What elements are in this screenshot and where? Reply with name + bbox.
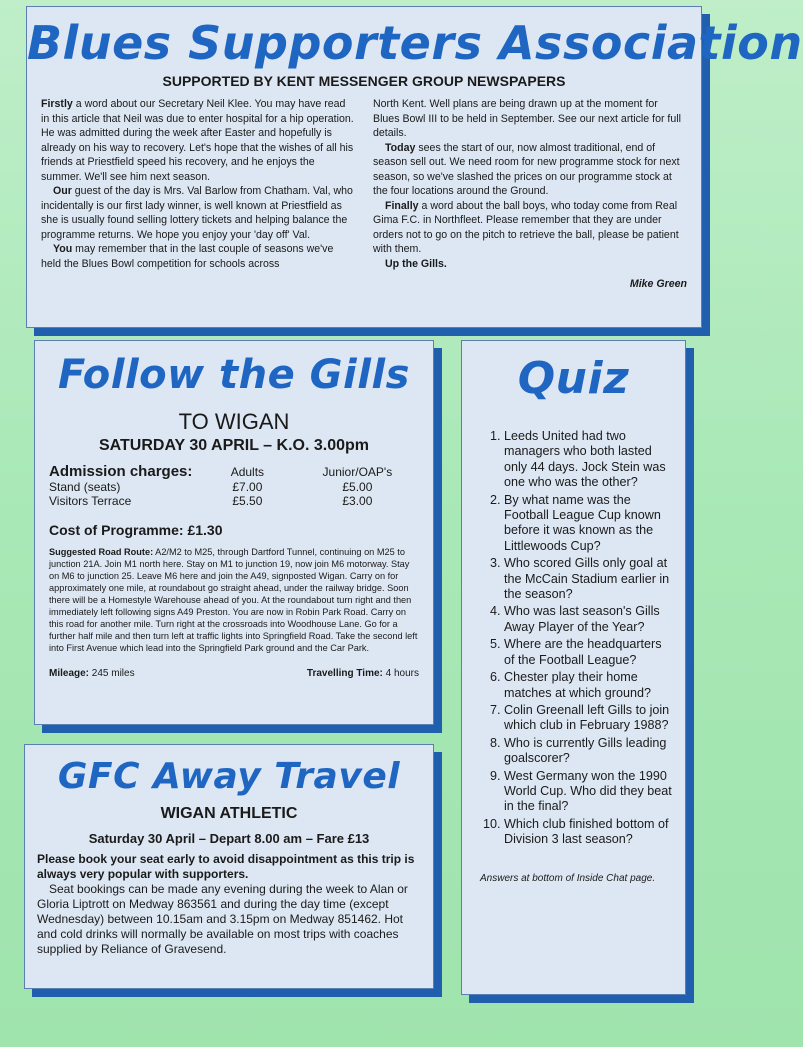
lead-word: Our xyxy=(53,185,72,197)
route-text: A2/M2 to M25, through Dartford Tunnel, continuing on M25 to junction 21A. Join M1 north here. Stay on M1 to junction 19, now join M6 motorway. Stay on M6 to junction 25. Leave M6 here and join the A49, signposted Wigan. Carry on for approximately one mile, at roundabout go straight ahead, under the railway bridge. Soon there will be a Homestyle Warehouse ahead of you. At the roundabout turn right and then immediately left following signs A49 Preston. You are now in Robin Park Road. Carry on this road for another mile. Turn right at the crossroads into Woodhouse Lane. Go for a further half mile and then turn left at traffic lights into Springfield Road. Take the second left into First Avenue which lead into the Springfield Park ground and the Car Park. xyxy=(49,547,418,653)
list-item: 10. Which club finished bottom of Division 3 last season? xyxy=(504,817,675,848)
lead-word: You xyxy=(53,243,73,255)
article-right-column xyxy=(373,97,687,292)
follow-the-gills-panel xyxy=(34,340,434,725)
junior-price: £3.00 xyxy=(342,494,373,508)
panel-title: Blues Supporters Association xyxy=(27,16,803,70)
article-paragraph: North Kent. Well plans are being drawn up at the moment for Blues Bowl III to be held in September. See our next article for full details. xyxy=(373,98,681,139)
lead-word: Firstly xyxy=(41,98,73,110)
list-item: 9. West Germany won the 1990 World Cup. Who did they beat in the final? xyxy=(504,769,675,815)
article-paragraph xyxy=(373,141,687,199)
route-label: Suggested Road Route: xyxy=(49,547,154,557)
article-columns xyxy=(27,97,701,292)
mileage-label: Mileage: xyxy=(49,668,90,679)
list-item: 8. Who is currently Gills leading goalscorer? xyxy=(504,736,675,767)
paragraph-text: a word about our Secretary Neil Klee. You may have read in this article that Neil was due to enter hospital for a hip operation. He was admitted during the week after Easter and hopefully is already on his way to recovery. Let's hope that the wishes of all his friends at Priestfield speed his recovery, and he enjoys the summer. We'll see him next season. xyxy=(41,98,354,183)
travel-summary xyxy=(49,668,419,679)
panel-title: Quiz xyxy=(517,353,630,404)
paragraph-text: guest of the day is Mrs. Val Barlow from Chatham. Val, who incidentally is our first lady winner, is well known at Priestfield as she is usually found selling lottery tickets and helping balance the programme returns. We hope you enjoy your 'day off' Val. xyxy=(41,185,353,241)
article-paragraph xyxy=(41,97,355,184)
column-header-junior: Junior/OAP's xyxy=(322,464,393,479)
mileage-value: 245 miles xyxy=(89,668,135,679)
article-paragraph xyxy=(373,199,687,257)
row-label: Stand (seats) xyxy=(49,480,121,494)
panel-title: Follow the Gills xyxy=(58,352,410,398)
programme-cost: Cost of Programme: £1.30 xyxy=(49,522,223,538)
road-route xyxy=(49,546,419,654)
list-item: 1. Leeds United had two managers who both lasted only 44 days. Jock Stein was one who was the other? xyxy=(504,429,675,491)
adult-price: £7.00 xyxy=(232,480,263,494)
admission-table xyxy=(49,463,412,508)
supporters-association-panel xyxy=(26,6,803,328)
departure-info: Saturday 30 April – Depart 8.00 am – Fare £13 xyxy=(88,831,370,846)
list-item: 4. Who was last season's Gills Away Player of the Year? xyxy=(504,604,675,635)
admission-label: Admission charges: xyxy=(49,463,193,480)
paragraph-text: a word about the ball boys, who today come from Real Gima F.C. in Northfleet. Please remember that they are under orders not to go on the pitch to retrieve the ball, please be patient with them. xyxy=(373,199,679,255)
panel-subtitle: SUPPORTED BY KENT MESSENGER GROUP NEWSPAPERS xyxy=(162,73,566,89)
article-paragraph xyxy=(41,184,355,242)
lead-word: Finally xyxy=(385,199,419,212)
paragraph-text: sees the start of our, now almost traditional, end of season sell out. We need room for new programme stock for next season, so we've slashed the prices on our programme stock at the four locations around the Ground. xyxy=(373,141,680,197)
quiz-question-list xyxy=(478,429,675,848)
travel-details xyxy=(37,852,421,957)
closing-text: Up the Gills. xyxy=(385,257,447,270)
admission-header-row xyxy=(49,463,412,480)
match-date: SATURDAY 30 APRIL – K.O. 3.00pm xyxy=(98,437,369,454)
list-item: 3. Who scored Gills only goal at the McCain Stadium earlier in the season? xyxy=(504,556,675,602)
panel-title: GFC Away Travel xyxy=(57,756,401,797)
answers-note: Answers at bottom of Inside Chat page. xyxy=(480,872,656,884)
lead-word: Today xyxy=(385,141,416,154)
junior-price: £5.00 xyxy=(342,480,373,494)
booking-details: Seat bookings can be made any evening during the week to Alan or Gloria Liptrott on Medway 863561 and during the day time (except Wednesday) between 10.15am and 3.15pm on Medway 851462. Hot and cold drinks will normally be available on most trips with coaches supplied by Reliance of Gravesend. xyxy=(37,882,408,956)
opponent-club: WIGAN ATHLETIC xyxy=(160,805,298,822)
list-item: 2. By what name was the Football League Cup known before it was known as the Littlewoods Cup? xyxy=(504,493,675,555)
quiz-panel xyxy=(461,340,686,995)
list-item: 6. Chester play their home matches at which ground? xyxy=(504,670,675,701)
travelling-time xyxy=(307,668,419,679)
time-value: 4 hours xyxy=(382,668,419,679)
mileage xyxy=(49,668,135,679)
article-paragraph xyxy=(41,242,355,271)
away-travel-panel xyxy=(24,744,434,989)
time-label: Travelling Time: xyxy=(306,668,383,679)
row-label: Visitors Terrace xyxy=(49,494,132,508)
column-header-adults: Adults xyxy=(230,464,265,479)
adult-price: £5.50 xyxy=(232,494,263,508)
article-left-column xyxy=(41,97,355,292)
author-signature: Mike Green xyxy=(629,278,687,290)
table-row xyxy=(49,494,412,508)
paragraph-text: may remember that in the last couple of seasons we've held the Blues Bowl competition for schools across xyxy=(41,243,334,270)
destination-heading: TO WIGAN xyxy=(178,409,290,434)
closing-line xyxy=(373,257,687,272)
booking-warning: Please book your seat early to avoid disappointment as this trip is always very popular with supporters. xyxy=(37,852,415,881)
list-item: 5. Where are the headquarters of the Football League? xyxy=(504,637,675,668)
list-item: 7. Colin Greenall left Gills to join which club in February 1988? xyxy=(504,703,675,734)
table-row xyxy=(49,480,412,494)
